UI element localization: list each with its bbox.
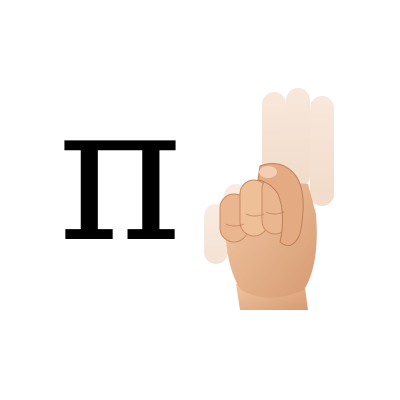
hand-sign-icon bbox=[196, 84, 346, 310]
pi-symbol: π bbox=[57, 63, 183, 284]
